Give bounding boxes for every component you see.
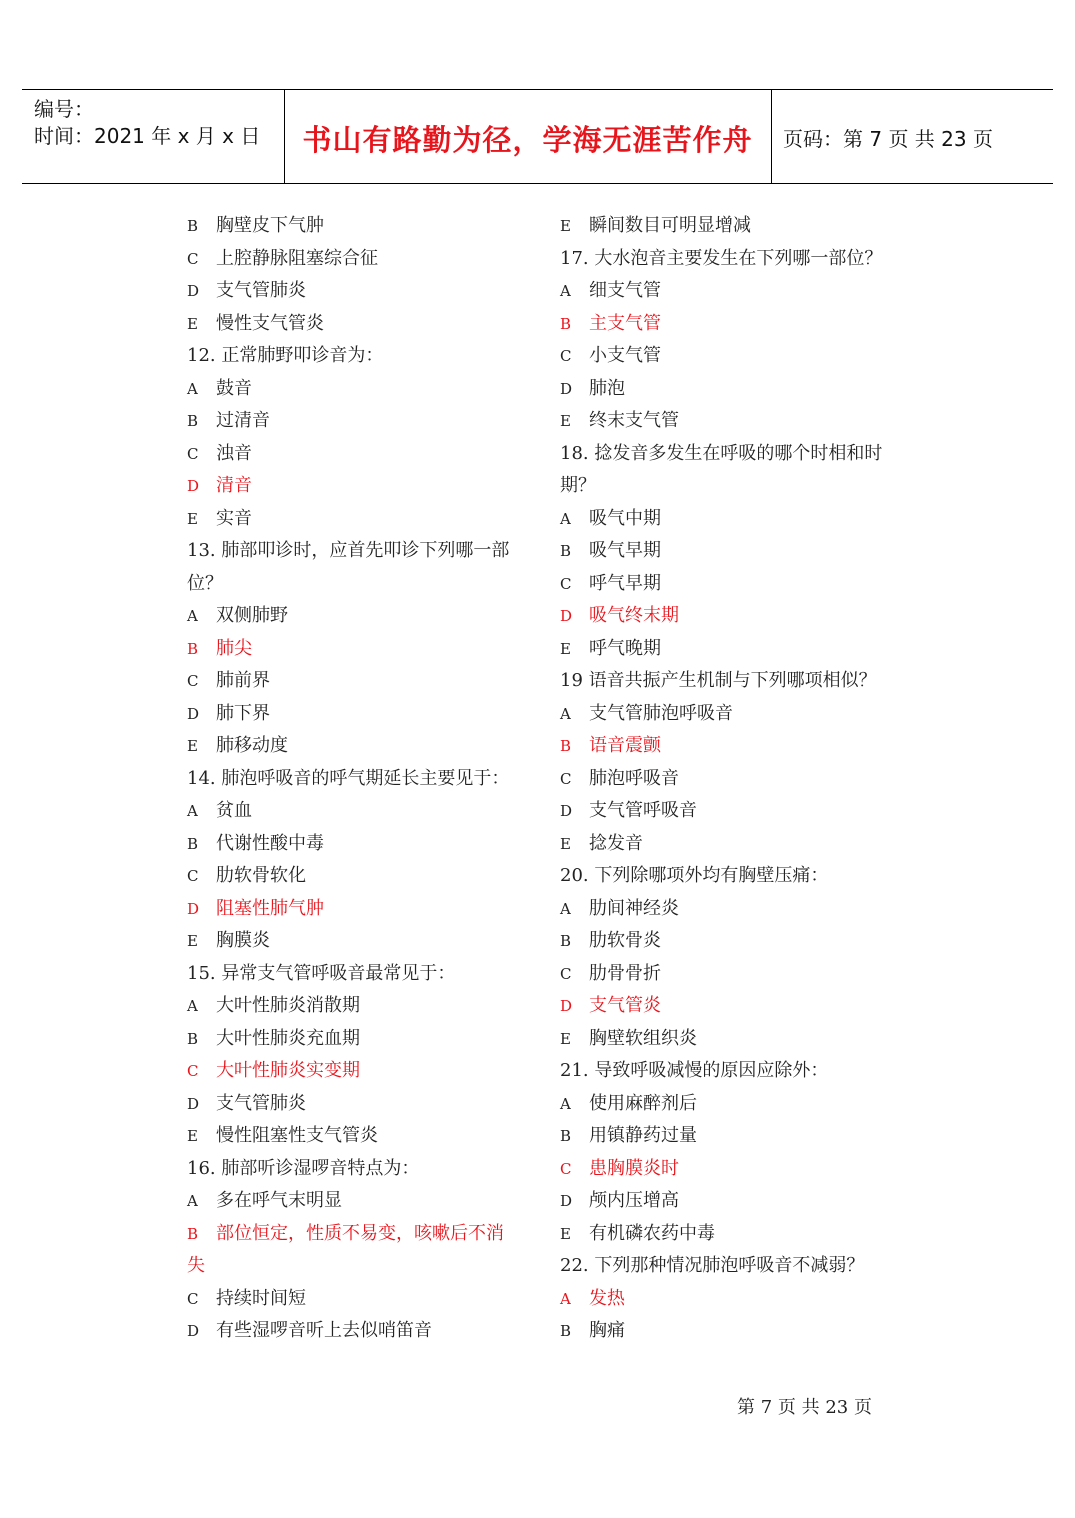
right-column bbox=[560, 210, 900, 1348]
line-text: 肺尖 bbox=[216, 637, 252, 659]
answer-option bbox=[187, 470, 527, 503]
answer-option bbox=[187, 925, 527, 958]
header-page-cell bbox=[771, 90, 1053, 183]
option-letter: A bbox=[187, 997, 198, 1015]
line-text: 失 bbox=[187, 1255, 205, 1276]
option-letter: B bbox=[187, 217, 199, 235]
option-letter: A bbox=[560, 704, 571, 723]
option-letter: D bbox=[560, 379, 573, 398]
motto: 书山有路勤为径，学海无涯苦作舟 bbox=[302, 123, 753, 157]
answer-option bbox=[560, 730, 900, 763]
answer-option bbox=[187, 1185, 527, 1218]
option-letter: C bbox=[187, 1062, 199, 1080]
line-text: 肋软骨炎 bbox=[589, 930, 661, 951]
answer-option bbox=[187, 828, 527, 861]
answer-option bbox=[187, 405, 527, 438]
option-letter: C bbox=[187, 672, 199, 690]
question-text bbox=[187, 568, 527, 601]
line-text: 18. 捻发音多发生在呼吸的哪个时相和时 bbox=[560, 442, 883, 464]
answer-option bbox=[187, 665, 527, 698]
line-text: 17. 大水泡音主要发生在下列哪一部位？ bbox=[560, 247, 883, 269]
line-text: 终末支气管 bbox=[589, 410, 679, 431]
line-text: 多在呼气末明显 bbox=[216, 1190, 342, 1211]
line-text: 胸痛 bbox=[589, 1320, 625, 1341]
option-letter: C bbox=[187, 249, 199, 268]
answer-option bbox=[560, 340, 900, 373]
page-header bbox=[22, 89, 1053, 184]
line-text: 15. 异常支气管呼吸音最常见于： bbox=[187, 962, 456, 984]
answer-option bbox=[560, 503, 900, 536]
option-letter: B bbox=[187, 1029, 199, 1048]
line-text: 肋软骨软化 bbox=[216, 865, 306, 886]
line-text: 大叶性肺炎充血期 bbox=[216, 1027, 360, 1049]
line-text: 慢性阻塞性支气管炎 bbox=[216, 1125, 378, 1146]
option-letter: A bbox=[187, 802, 198, 820]
line-text: 发热 bbox=[589, 1287, 625, 1309]
answer-option bbox=[187, 1055, 527, 1088]
line-text: 主支气管 bbox=[589, 312, 661, 334]
answer-option bbox=[187, 1283, 527, 1316]
answer-option bbox=[560, 373, 900, 406]
number-label: 编号： bbox=[34, 97, 94, 121]
line-text: 肺泡呼吸音 bbox=[589, 767, 679, 789]
option-letter: B bbox=[560, 1322, 572, 1340]
line-text: 胸膜炎 bbox=[216, 930, 270, 951]
answer-option bbox=[560, 1218, 900, 1251]
line-text: 胸壁软组织炎 bbox=[589, 1027, 697, 1049]
option-letter: E bbox=[560, 217, 571, 235]
option-letter: D bbox=[560, 802, 573, 820]
option-letter: C bbox=[187, 444, 199, 463]
question-text bbox=[560, 860, 900, 893]
answer-option bbox=[560, 893, 900, 926]
option-letter: D bbox=[560, 1192, 573, 1210]
line-text: 清音 bbox=[216, 475, 252, 496]
option-letter: E bbox=[560, 1224, 571, 1243]
line-text: 鼓音 bbox=[216, 377, 252, 399]
line-text: 贫血 bbox=[216, 800, 252, 821]
line-text: 支气管肺泡呼吸音 bbox=[589, 702, 733, 724]
option-letter: E bbox=[560, 1029, 571, 1048]
option-letter: D bbox=[187, 899, 200, 918]
answer-option bbox=[560, 405, 900, 438]
answer-option bbox=[560, 925, 900, 958]
question-text bbox=[187, 958, 527, 991]
line-text: 过清音 bbox=[216, 410, 270, 431]
option-letter: A bbox=[560, 899, 571, 918]
line-text: 小支气管 bbox=[589, 345, 661, 366]
line-text: 12. 正常肺野叩诊音为： bbox=[187, 345, 384, 366]
line-text: 肺泡 bbox=[589, 377, 625, 399]
option-letter: E bbox=[187, 314, 198, 333]
header-meta-cell bbox=[22, 90, 285, 183]
answer-option bbox=[187, 308, 527, 341]
option-letter: C bbox=[560, 347, 572, 365]
question-text bbox=[187, 1250, 527, 1283]
line-text: 肺下界 bbox=[216, 702, 270, 724]
line-text: 21. 导致呼吸减慢的原因应除外： bbox=[560, 1060, 829, 1081]
answer-option bbox=[560, 763, 900, 796]
option-letter: B bbox=[560, 1127, 572, 1145]
answer-option bbox=[560, 1185, 900, 1218]
answer-option bbox=[560, 600, 900, 633]
answer-option bbox=[560, 990, 900, 1023]
option-letter: D bbox=[187, 704, 200, 723]
option-letter: A bbox=[560, 1289, 571, 1308]
answer-option bbox=[187, 503, 527, 536]
line-text: 阻塞性肺气肿 bbox=[216, 897, 324, 919]
line-text: 使用麻醉剂后 bbox=[589, 1092, 697, 1114]
line-text: 胸壁皮下气肿 bbox=[216, 215, 324, 236]
option-letter: B bbox=[187, 1224, 199, 1243]
line-text: 肋间神经炎 bbox=[589, 897, 679, 919]
line-text: 患胸膜炎时 bbox=[589, 1157, 679, 1179]
question-text bbox=[560, 665, 900, 698]
line-text: 大叶性肺炎实变期 bbox=[216, 1060, 360, 1081]
option-letter: E bbox=[187, 1127, 198, 1145]
answer-option bbox=[560, 795, 900, 828]
line-text: 上腔静脉阻塞综合征 bbox=[216, 247, 378, 269]
answer-option bbox=[187, 438, 527, 471]
option-letter: C bbox=[560, 1159, 572, 1178]
line-text: 22. 下列那种情况肺泡呼吸音不减弱？ bbox=[560, 1255, 865, 1276]
option-letter: A bbox=[560, 509, 571, 528]
answer-option bbox=[560, 1283, 900, 1316]
line-text: 肋骨骨折 bbox=[589, 962, 661, 984]
question-text bbox=[187, 763, 527, 796]
answer-option bbox=[187, 633, 527, 666]
line-text: 吸气早期 bbox=[589, 540, 661, 561]
option-letter: A bbox=[187, 607, 198, 625]
option-letter: C bbox=[187, 867, 199, 885]
line-text: 部位恒定，性质不易变，咳嗽后不消 bbox=[216, 1222, 504, 1244]
answer-option bbox=[560, 1153, 900, 1186]
option-letter: C bbox=[560, 574, 572, 593]
answer-option bbox=[560, 1088, 900, 1121]
line-text: 位？ bbox=[187, 572, 223, 594]
option-letter: C bbox=[187, 1289, 199, 1308]
line-text: 瞬间数目可明显增减 bbox=[589, 215, 751, 236]
answer-option bbox=[187, 210, 527, 243]
line-text: 细支气管 bbox=[589, 280, 661, 301]
option-letter: C bbox=[560, 964, 572, 983]
question-text bbox=[560, 470, 900, 503]
answer-option bbox=[187, 373, 527, 406]
line-text: 呼气早期 bbox=[589, 572, 661, 594]
line-text: 支气管炎 bbox=[589, 995, 661, 1016]
line-text: 用镇静药过量 bbox=[589, 1125, 697, 1146]
option-letter: A bbox=[187, 1192, 198, 1210]
option-letter: B bbox=[560, 737, 572, 755]
line-text: 慢性支气管炎 bbox=[216, 312, 324, 334]
line-text: 双侧肺野 bbox=[216, 605, 288, 626]
answer-option bbox=[187, 275, 527, 308]
line-text: 肺移动度 bbox=[216, 735, 288, 756]
answer-option bbox=[187, 730, 527, 763]
option-letter: B bbox=[187, 639, 199, 658]
answer-option bbox=[560, 633, 900, 666]
line-text: 捻发音 bbox=[589, 832, 643, 854]
line-text: 支气管肺炎 bbox=[216, 280, 306, 301]
option-letter: D bbox=[187, 282, 200, 300]
option-letter: B bbox=[187, 412, 199, 430]
question-text bbox=[560, 1250, 900, 1283]
option-letter: A bbox=[187, 379, 198, 398]
line-text: 实音 bbox=[216, 507, 252, 529]
answer-option bbox=[187, 1023, 527, 1056]
option-letter: D bbox=[187, 477, 200, 495]
line-text: 代谢性酸中毒 bbox=[216, 832, 324, 854]
answer-option bbox=[187, 243, 527, 276]
answer-option bbox=[560, 1315, 900, 1348]
question-text bbox=[560, 1055, 900, 1088]
page-info: 页码：第 7 页 共 23 页 bbox=[783, 127, 993, 151]
option-letter: B bbox=[187, 834, 199, 853]
answer-option bbox=[187, 1088, 527, 1121]
question-text bbox=[560, 243, 900, 276]
line-text: 支气管呼吸音 bbox=[589, 800, 697, 821]
time-label: 时间：2021 年 x 月 x 日 bbox=[34, 124, 261, 148]
line-text: 语音震颤 bbox=[589, 735, 661, 756]
answer-option bbox=[187, 1218, 527, 1251]
option-letter: B bbox=[560, 932, 572, 950]
option-letter: E bbox=[187, 932, 198, 950]
line-text: 16. 肺部听诊湿啰音特点为： bbox=[187, 1157, 420, 1179]
left-column bbox=[187, 210, 527, 1348]
line-text: 14. 肺泡呼吸音的呼气期延长主要见于： bbox=[187, 767, 510, 789]
option-letter: E bbox=[187, 509, 198, 528]
option-letter: A bbox=[560, 1094, 571, 1113]
option-letter: E bbox=[560, 639, 571, 658]
option-letter: A bbox=[560, 282, 571, 300]
option-letter: B bbox=[560, 542, 572, 560]
line-text: 颅内压增高 bbox=[589, 1190, 679, 1211]
answer-option bbox=[187, 698, 527, 731]
answer-option bbox=[187, 893, 527, 926]
option-letter: D bbox=[187, 1322, 200, 1340]
line-text: 有些湿啰音听上去似哨笛音 bbox=[216, 1320, 432, 1341]
line-text: 浊音 bbox=[216, 442, 252, 464]
option-letter: D bbox=[187, 1094, 200, 1113]
answer-option bbox=[560, 1120, 900, 1153]
answer-option bbox=[187, 990, 527, 1023]
answer-option bbox=[187, 860, 527, 893]
option-letter: E bbox=[560, 834, 571, 853]
answer-option bbox=[560, 828, 900, 861]
question-text bbox=[187, 535, 527, 568]
option-letter: D bbox=[560, 607, 573, 625]
answer-option bbox=[187, 1120, 527, 1153]
option-letter: D bbox=[560, 997, 573, 1015]
header-motto-cell bbox=[284, 90, 772, 183]
line-text: 吸气中期 bbox=[589, 507, 661, 529]
line-text: 有机磷农药中毒 bbox=[589, 1222, 715, 1244]
line-text: 20. 下列除哪项外均有胸壁压痛： bbox=[560, 865, 829, 886]
question-text bbox=[187, 340, 527, 373]
option-letter: E bbox=[187, 737, 198, 755]
option-letter: E bbox=[560, 412, 571, 430]
answer-option bbox=[560, 275, 900, 308]
answer-option bbox=[560, 698, 900, 731]
option-letter: B bbox=[560, 314, 572, 333]
answer-option bbox=[560, 958, 900, 991]
line-text: 肺前界 bbox=[216, 670, 270, 691]
answer-option bbox=[560, 210, 900, 243]
line-text: 持续时间短 bbox=[216, 1287, 306, 1309]
answer-option bbox=[187, 1315, 527, 1348]
answer-option bbox=[560, 535, 900, 568]
line-text: 大叶性肺炎消散期 bbox=[216, 995, 360, 1016]
answer-option bbox=[560, 1023, 900, 1056]
page-footer: 第 7 页 共 23 页 bbox=[737, 1397, 872, 1418]
question-text bbox=[187, 1153, 527, 1186]
answer-option bbox=[187, 795, 527, 828]
answer-option bbox=[560, 308, 900, 341]
line-text: 19 语音共振产生机制与下列哪项相似？ bbox=[560, 670, 877, 691]
line-text: 呼气晚期 bbox=[589, 637, 661, 659]
option-letter: C bbox=[560, 769, 572, 788]
line-text: 支气管肺炎 bbox=[216, 1092, 306, 1114]
answer-option bbox=[187, 600, 527, 633]
line-text: 吸气终末期 bbox=[589, 605, 679, 626]
answer-option bbox=[560, 568, 900, 601]
line-text: 期？ bbox=[560, 475, 596, 496]
question-text bbox=[560, 438, 900, 471]
line-text: 13. 肺部叩诊时，应首先叩诊下列哪一部 bbox=[187, 540, 510, 561]
